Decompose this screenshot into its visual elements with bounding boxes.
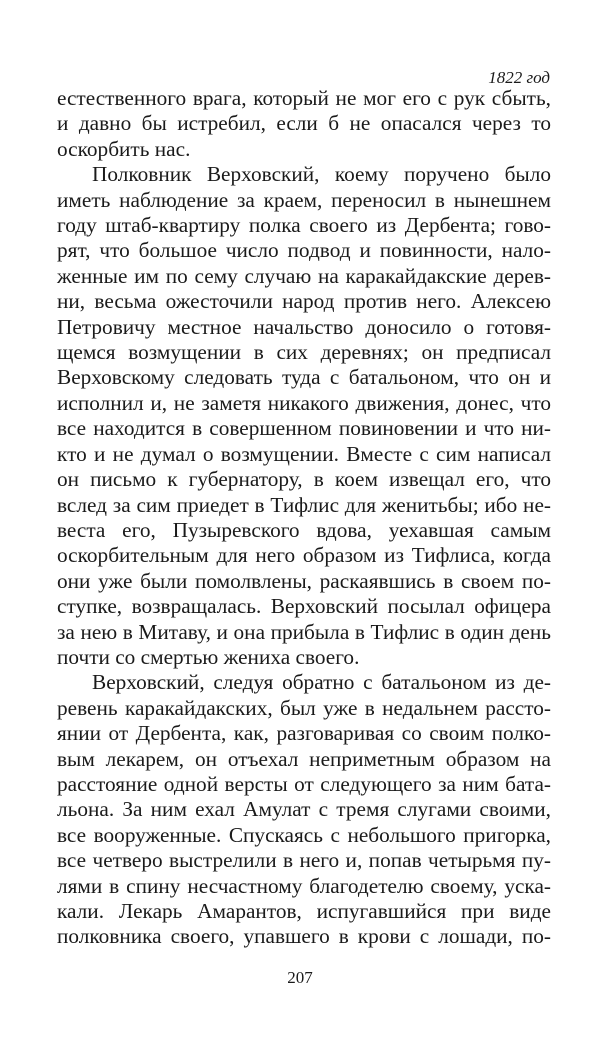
text-line: Полковник Верховский, коему поручено было — [92, 162, 551, 187]
text-line: году штаб-квартиру полка своего из Дербента; гово- — [57, 213, 551, 238]
text-line: за нею в Митаву, и она прибыла в Тифлис в один день — [57, 619, 551, 644]
text-line: оскорбить нас. — [57, 136, 191, 161]
text-line: все четверо выстрелили в него и, попав четырьмя пу- — [57, 848, 551, 873]
text-line: женные им по сему случаю на каракайдакские дерев- — [57, 263, 551, 288]
text-line: ревень каракайдакских, был уже в недальнем рассто- — [57, 695, 551, 720]
text-line: почти со смертью жениха своего. — [57, 644, 360, 669]
body-text — [57, 86, 551, 950]
text-line: они уже были помолвлены, раскаявшись в своем по- — [57, 568, 551, 593]
page-number: 207 — [287, 968, 313, 987]
text-line: ступке, возвращалась. Верховский посылал офицера — [57, 594, 551, 619]
text-line: льона. За ним ехал Амулат с тремя слугами своими, — [57, 797, 551, 822]
text-line: он письмо к губернатору, в коем извещал его, что — [57, 467, 551, 492]
paragraph — [57, 670, 551, 949]
text-line: Верховскому следовать туда с батальоном, что он и — [57, 365, 551, 390]
text-line: естественного врага, который не мог его с рук сбыть, — [57, 86, 551, 110]
text-line: иметь наблюдение за краем, переносил в нынешнем — [57, 187, 551, 212]
text-line: рят, что большое число подвод и повинности, нало- — [57, 238, 551, 263]
text-line: и давно бы истребил, если б не опасался через то — [57, 111, 551, 136]
text-line: веста его, Пузыревского вдова, уехавшая самым — [57, 517, 551, 542]
text-line: щемся возмущении в сих деревнях; он предписал — [57, 340, 551, 365]
text-line: янии от Дербента, как, разговаривая со своим полко- — [57, 721, 551, 746]
text-line: все находится в совершенном повиновении и что ни- — [57, 416, 551, 441]
text-line: Петровичу местное начальство доносило о готовя- — [57, 314, 551, 339]
text-line: ни, весьма ожесточили народ против него. Алексею — [57, 289, 551, 314]
paragraph — [57, 86, 551, 162]
text-line: лями в спину несчастному благодетелю своему, уска- — [57, 873, 551, 898]
running-head: 1822 год — [488, 68, 550, 87]
text-line: расстояние одной версты от следующего за ним бата- — [57, 771, 551, 796]
text-line: кто и не думал о возмущении. Вместе с сим написал — [57, 441, 551, 466]
text-line: кали. Лекарь Амарантов, испугавшийся при виде — [57, 899, 551, 923]
text-line: полковника своего, упавшего в крови с лошади, по- — [57, 924, 551, 949]
text-line: исполнил и, не заметя никакого движения, донес, что — [57, 390, 551, 415]
text-line: оскорбительным для него образом из Тифлиса, когда — [57, 543, 551, 568]
text-line: Верховский, следуя обратно с батальоном из де- — [92, 670, 551, 695]
text-line: все вооруженные. Спускаясь с небольшого пригорка, — [57, 822, 551, 847]
text-line: вым лекарем, он отъехал неприметным образом на — [57, 746, 551, 771]
text-line: вслед за сим приедет в Тифлис для женитьбы; ибо не- — [57, 492, 551, 517]
paragraph — [57, 162, 551, 670]
